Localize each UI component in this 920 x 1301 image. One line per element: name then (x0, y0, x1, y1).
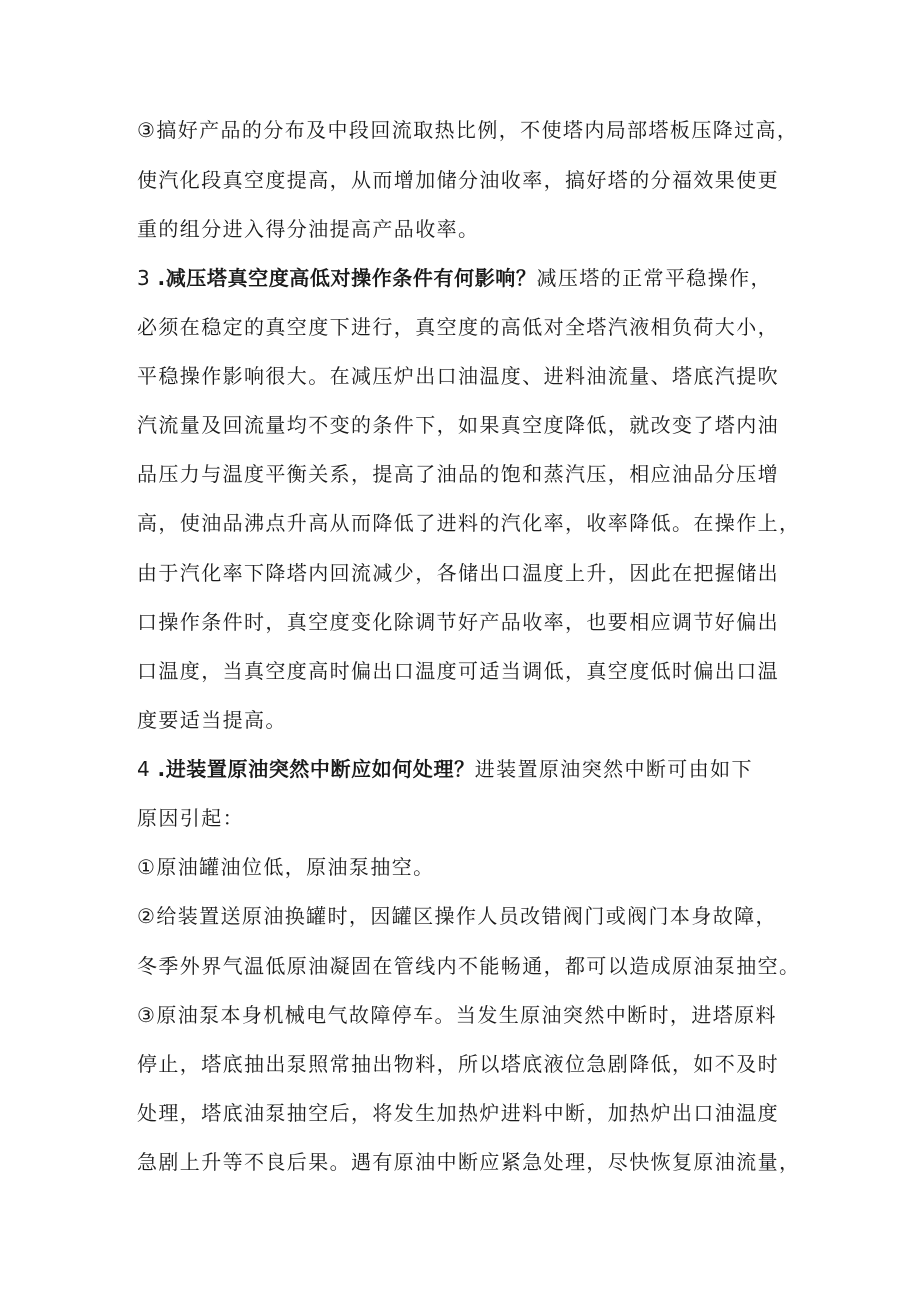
question-3-title: .减压塔真空度高低对操作条件有何影响？ (157, 266, 537, 290)
text-line-6: 平稳操作影响很大。在减压炉出口油温度、进料油流量、塔底汽提吹 (137, 364, 779, 388)
text-line-18: ②给装置送原油换罐时，因罐区操作人员改错阀门或阀门本身故障， (137, 904, 777, 928)
question-4-title: .进装置原油突然中断应如何处理？ (157, 757, 475, 781)
text-line-13: 度要适当提高。 (137, 708, 287, 732)
text-line-21: 停止，塔底抽出泵照常抽出物料，所以塔底液位急剧降低，如不及时 (137, 1052, 779, 1076)
question-3-heading-line (137, 263, 817, 293)
question-4-answer-start: 进装置原油突然中断可由如下 (474, 757, 753, 781)
text-line-10: 由于汽化率下降塔内回流减少，各储出口温度上升，因此在把握储出 (137, 561, 779, 585)
text-line-2: 使汽化段真空度提高，从而增加储分油收率，搞好塔的分福效果使更 (137, 168, 779, 192)
text-line-7: 汽流量及回流量均不变的条件下，如果真空度降低，就改变了塔内油 (137, 413, 779, 437)
text-line-20: ③原油泵本身机械电气故障停车。当发生原油突然中断时，进塔原料 (137, 1003, 777, 1027)
text-line-19: 冬季外界气温低原油凝固在管线内不能畅通，都可以造成原油泵抽空。 (137, 954, 801, 978)
text-line-12: 口温度，当真空度高时偏出口温度可适当调低，真空度低时偏出口温 (137, 659, 779, 683)
text-line-16: 原因引起： (137, 806, 244, 830)
text-line-17: ①原油罐油位低，原油泵抽空。 (137, 855, 435, 879)
text-line-22: 处理，塔底油泵抽空后，将发生加热炉进料中断，加热炉出口油温度 (137, 1101, 779, 1125)
text-line-1: ③搞好产品的分布及中段回流取热比例，不使塔内局部塔板压降过高， (137, 118, 799, 142)
question-3-answer-start: 减压塔的正常平稳操作， (536, 266, 772, 290)
text-line-5: 必须在稳定的真空度下进行，真空度的高低对全塔汽液相负荷大小， (137, 315, 779, 339)
text-line-8: 品压力与温度平衡关系，提高了油品的饱和蒸汽压，相应油品分压增 (137, 462, 779, 486)
text-line-23: 急剧上升等不良后果。遇有原油中断应紧急处理，尽快恢复原油流量， (137, 1150, 801, 1174)
question-4-heading-line (137, 754, 817, 784)
text-line-3: 重的组分进入得分油提高产品收率。 (137, 217, 480, 241)
text-line-9: 高，使油品沸点升高从而降低了进料的汽化率，收率降低。在操作上， (137, 511, 801, 535)
question-3-number: 3 (137, 266, 150, 290)
text-line-11: 口操作条件时，真空度变化除调节好产品收率，也要相应调节好偏出 (137, 610, 779, 634)
question-4-number: 4 (137, 757, 150, 781)
